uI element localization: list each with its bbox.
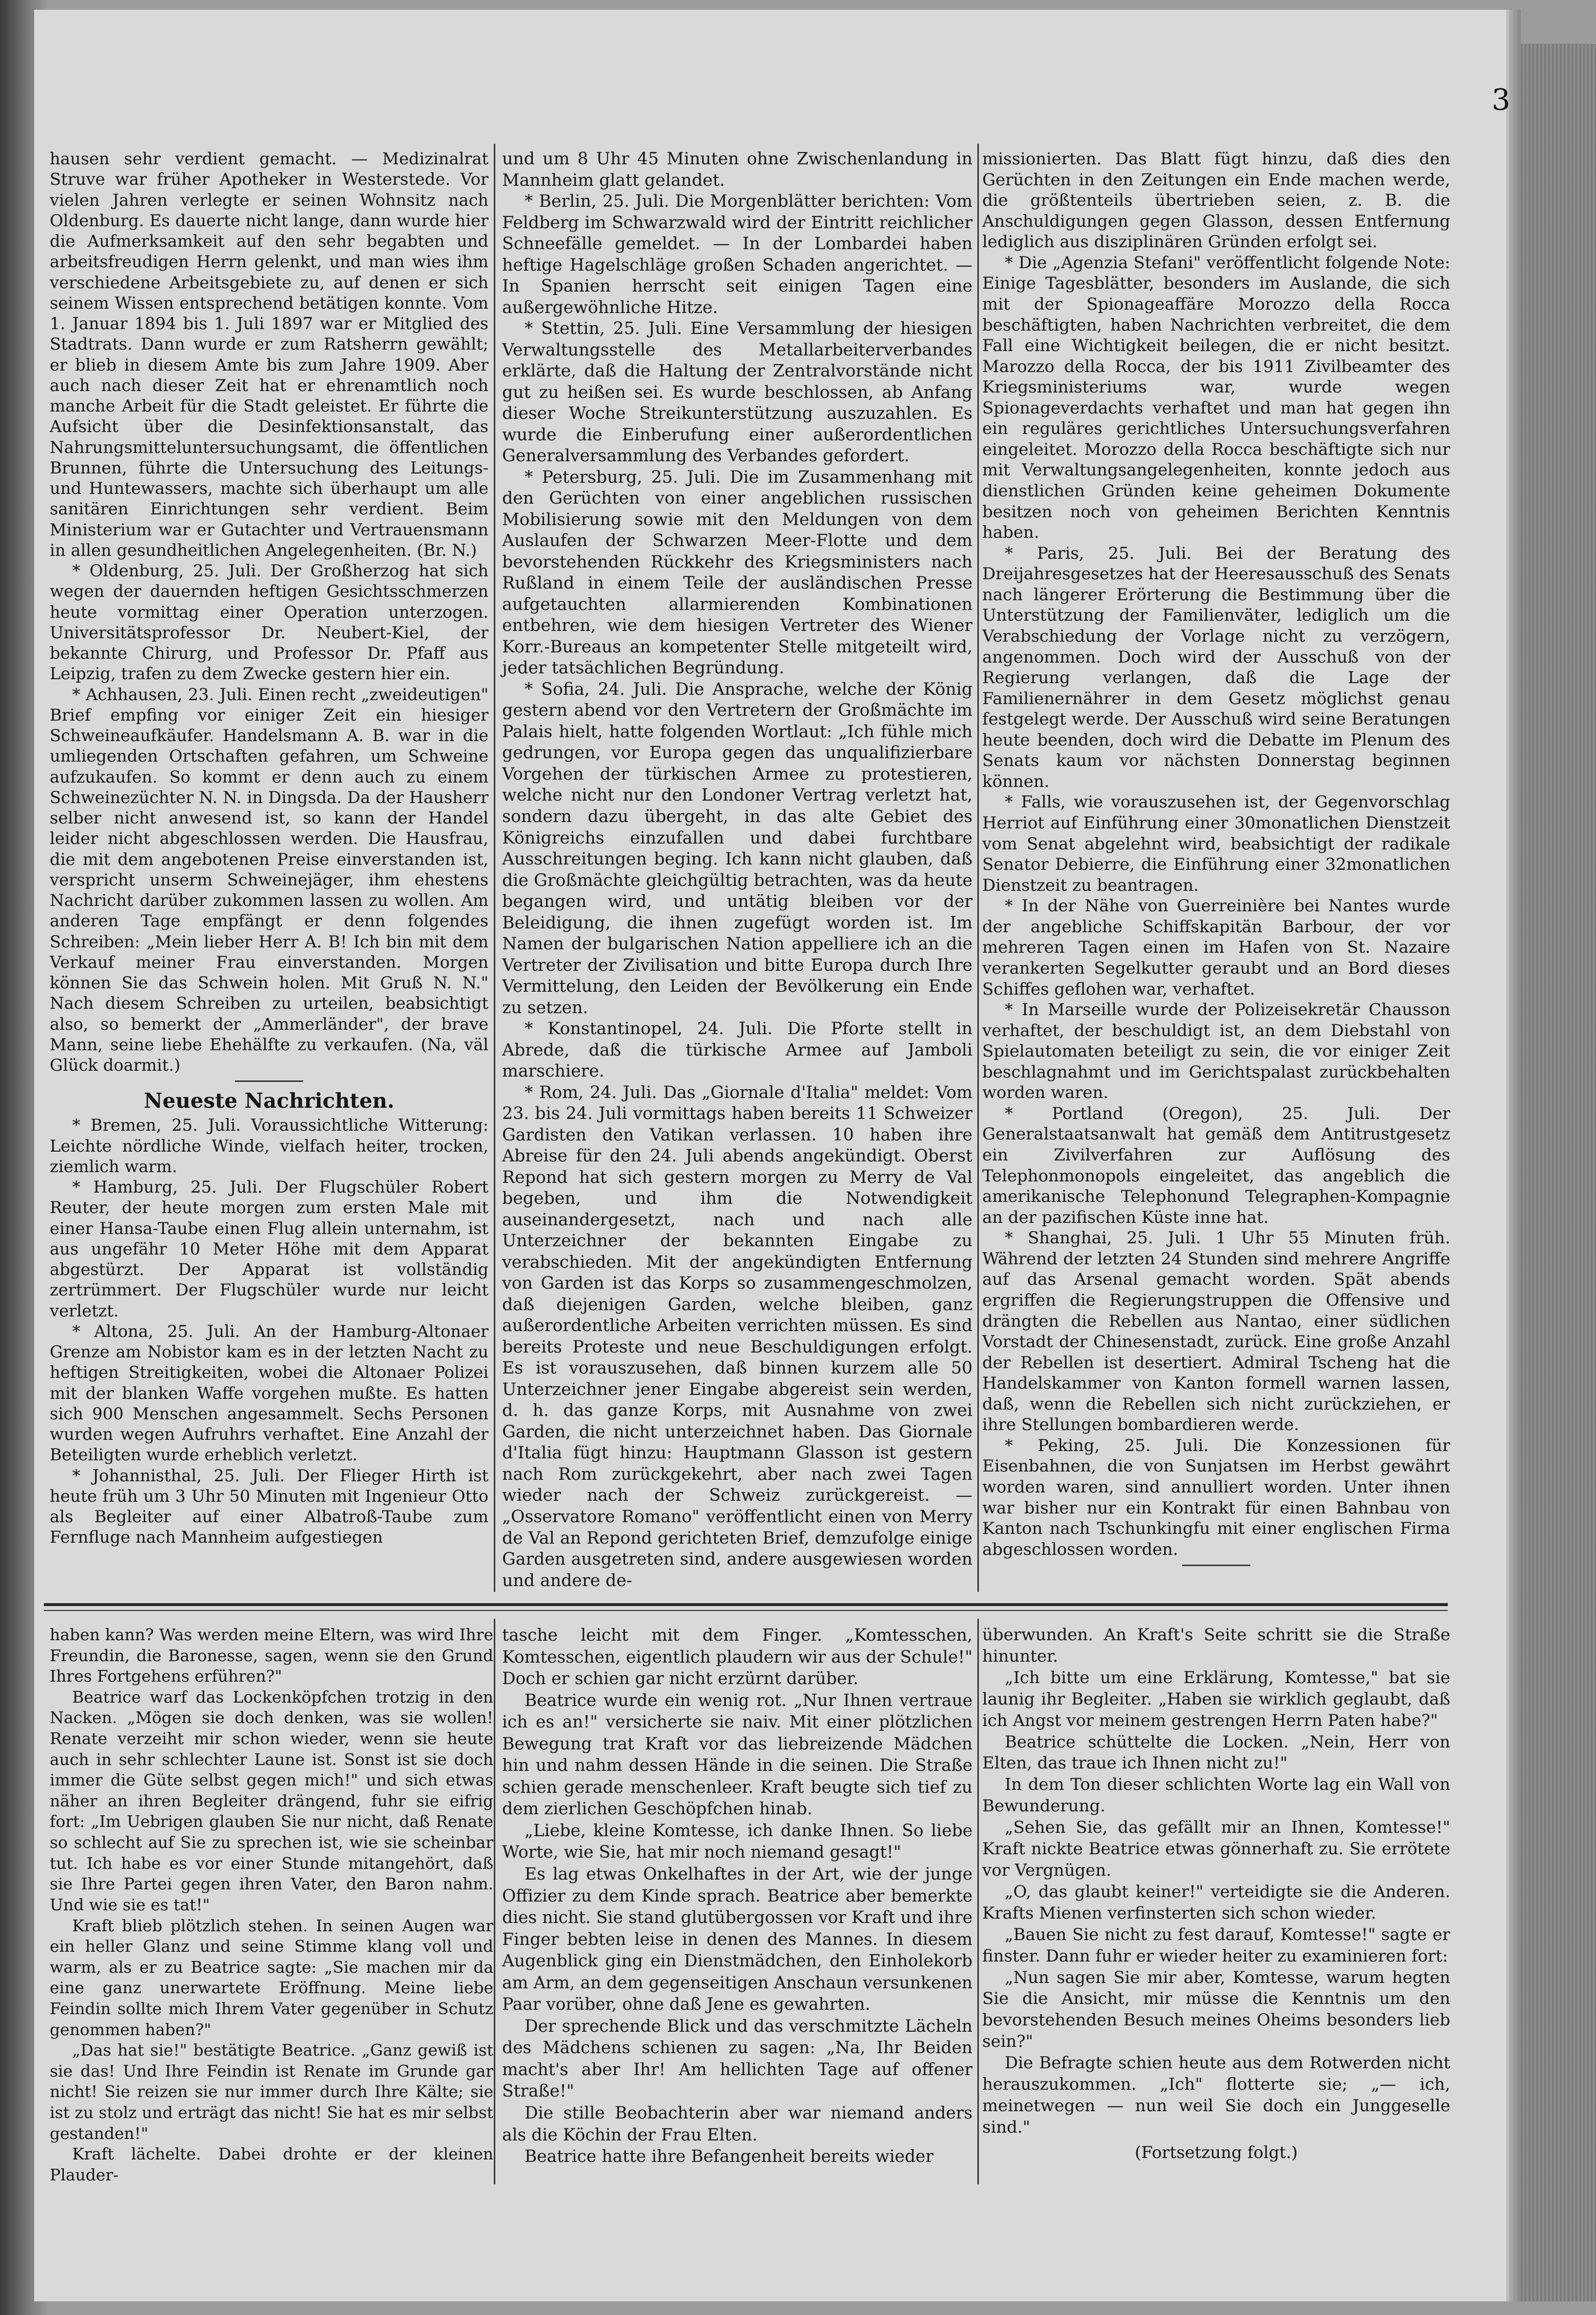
column-rule xyxy=(494,1619,495,2184)
feuilleton-column-1 xyxy=(50,1625,493,2185)
newspaper-page xyxy=(34,10,1511,2301)
paragraph: Kraft blieb plötzlich stehen. In seinen Augen war ein heller Glanz und seine Stimme klang voll und warm, als er zu Beatrice sagte: „Sie machen mir da eine ganz unerwartete Eröffnung. Meine liebe Feindin sollte mich Ihrem Vater gegenüber in Schutz genommen haben?" xyxy=(50,1916,493,2039)
news-item: * Sofia, 24. Juli. Die Ansprache, welche der König gestern abend vor den Vertretern der Großmächte im Palais hielt, hatte folgenden Wortlaut: „Ich fühle mich gedrungen, vor Europa gegen das unqualifizierbare Vorgehen der türkischen Armee zu protestieren, welche nicht nur den Londoner Vertrag verletzt hat, sondern dazu übergeht, in das alte Gebiet des Königreichs einzufallen und dabei furchtbare Ausschreitungen beging. Ich kann nicht glauben, daß die Großmächte gleichgültig betrachten, was da heute begangen wird, und untätig bleiben vor der Beleidigung, die ihnen zugefügt worden ist. Im Namen der bulgarischen Nation appelliere ich an die Vertreter der Zivilisation und bitte Europa durch Ihre Vermittelung, den Leiden der Bevölkerung ein Ende zu setzen. xyxy=(502,679,973,1018)
paragraph: „Bauen Sie nicht zu fest darauf, Komtesse!" sagte er finster. Dann fuhr er wieder heiter zu examinieren fort: xyxy=(982,1924,1450,1966)
column-1 xyxy=(50,149,488,1548)
paragraph: In dem Ton dieser schlichten Worte lag ein Wall von Bewunderung. xyxy=(982,1775,1450,1816)
paragraph: tasche leicht mit dem Finger. „Komtesschen, Komtesschen, eigentlich plaudern wir aus der Schule!" Doch er schien gar nicht erzürnt darüber. xyxy=(502,1626,973,1689)
separator-rule xyxy=(1182,1565,1250,1566)
news-item: * Portland (Oregon), 25. Juli. Der Generalstaatsanwalt hat gemäß dem Antitrustgesetz ein Zivilverfahren zur Auflösung des Telephonmonopols eingeleitet, das angeblich die amerikanische Telephonund Telegraphen-Kompagnie an der pazifischen Küste inne hat. xyxy=(982,1103,1450,1227)
paragraph: Beatrice schüttelte die Locken. „Nein, Herr von Elten, das traue ich Ihnen nicht zu!" xyxy=(982,1732,1450,1773)
paragraph: Beatrice hatte ihre Befangenheit bereits wieder xyxy=(525,2147,934,2167)
news-item: * Johannisthal, 25. Juli. Der Flieger Hirth ist heute früh um 3 Uhr 50 Minuten mit Ingenieur Otto als Begleiter auf einer Albatroß-Taube zum Fernfluge nach Mannheim aufgestiegen xyxy=(50,1466,488,1547)
news-item: * Konstantinopel, 24. Juli. Die Pforte stellt in Abrede, daß die türkische Armee auf Jamboli marschiere. xyxy=(502,1019,973,1081)
news-item: * Berlin, 25. Juli. Die Morgenblätter berichten: Vom Feldberg im Schwarzwald wird der Eintritt reichlicher Schneefälle gemeldet. — In der Lombardei haben heftige Hagelschläge großen Schaden angerichtet. — In Spanien herrscht seit einigen Tagen eine außergewöhnliche Hitze. xyxy=(502,192,973,317)
paragraph: * Achhausen, 23. Juli. Einen recht „zweideutigen" Brief empfing vor einiger Zeit ein hiesiger Schweineaufkäufer. Handelsmann A. B. war in die umliegenden Ortschaften gefahren, um Schweine aufzukaufen. So kommt er denn auch zu einem Schweinezüchter N. N. in Dingsda. Da der Hausherr selber nicht anwesend ist, so kann der Handel leider nicht abgeschlossen werden. Die Hausfrau, die mit dem angebotenen Preise einverstanden ist, verspricht unserm Schweinejäger, ihm ehestens Nachricht darüber zukommen lassen zu wollen. Am anderen Tage empfängt er denn folgendes Schreiben: „Mein lieber Herr A. B! Ich bin mit dem Verkauf meiner Frau einverstanden. Morgen können Sie das Schwein holen. Mit Gruß N. N." Nach diesem Schreiben zu urteilen, beabsichtigt also, so bemerkt der „Ammerländer", der brave Mann, seine liebe Ehehälfte zu verkaufen. (Na, väl Glück doarmit.) xyxy=(50,685,488,1075)
news-item: * Peking, 25. Juli. Die Konzessionen für Eisenbahnen, die von Sunjatsen im Herbst gewährt worden waren, sind annulliert worden. Unter ihnen war bisher nur ein Kontrakt für einen Bahnbau von Kanton nach Tschunkingfu mit einer englischen Firma abgeschlossen worden. xyxy=(982,1435,1450,1559)
news-item: * Bremen, 25. Juli. Voraussichtliche Witterung: Leichte nördliche Winde, vielfach heiter, trocken, ziemlich warm. xyxy=(50,1116,488,1176)
paragraph: „Ich bitte um eine Erklärung, Komtesse," bat sie launig ihr Begleiter. „Haben sie wirklich geglaubt, daß ich Angst vor meinem gestrengen Herrn Paten habe?" xyxy=(982,1668,1450,1730)
news-item: * Shanghai, 25. Juli. 1 Uhr 55 Minuten früh. Während der letzten 24 Stunden sind mehrere Angriffe auf das Arsenal gemacht worden. Spät abends ergriffen die Regierungstruppen die Offensive und drängten die Rebellen aus Nantao, einer südlichen Vorstadt der Chinesenstadt, zurück. Eine große Anzahl der Rebellen ist desertiert. Admiral Tscheng hat die Handelskammer von Kanton formell warnen lassen, daß, wenn die Rebellen sich nicht zurückziehen, er ihre Stellungen bombardieren werde. xyxy=(982,1228,1450,1435)
paragraph: Die Befragte schien heute aus dem Rotwerden nicht herauszukommen. „Ich" flotterte sie; „— ich, meinetwegen — nun weil Sie doch ein Junggeselle sind." xyxy=(982,2053,1450,2137)
news-item: * In Marseille wurde der Polizeisekretär Chausson verhaftet, der beschuldigt ist, an dem Diebstahl von Spielautomaten beteiligt zu sein, die vor einiger Zeit beschlagnahmt und im Gerichtspalast zurückbehalten worden waren. xyxy=(982,1000,1450,1103)
page-number: 3 xyxy=(1492,83,1511,117)
news-item: * Paris, 25. Juli. Bei der Beratung des Dreijahresgesetzes hat der Heeresausschuß des Senats nach längerer Erörterung die Bestimmung über die Unterstützung der Familienväter, lediglich um die Verabschiedung der Vorlage nicht zu verzögern, angenommen. Doch wird der Ausschuß von der Regierung verlangen, daß die Lage der Familienernährer in dem Gesetz möglichst genau festgelegt werde. Der Ausschuß wird seine Beratungen heute beenden, doch wird die Debatte im Plenum des Senats kaum vor nächsten Donnerstag beginnen können. xyxy=(982,543,1451,791)
page-stack-edge xyxy=(1506,44,1596,2301)
paragraph: „Nun sagen Sie mir aber, Komtesse, warum hegten Sie die Ansicht, mir müsse die Kenntnis um den bevorstehenden Besuch meines Oheims besonders lieb sein?" xyxy=(982,1967,1450,2052)
column-rule xyxy=(494,144,495,1592)
news-item: * Stettin, 25. Juli. Eine Versammlung der hiesigen Verwaltungsstelle des Metallarbeiterverbandes erklärte, daß die Haltung der Zentralvorstände nicht gut zu heißen sei. Es wurde beschlossen, ab Anfang dieser Woche Streikunterstützung auszuzahlen. Es wurde die Einberufung einer außerordentlichen Generalversammlung des Verbandes gefordert. xyxy=(502,319,973,466)
paragraph: „Das hat sie!" bestätigte Beatrice. „Ganz gewiß ist sie das! Und Ihre Feindin ist Renate im Grunde gar nicht! Sie reizen sie nur immer durch Ihre Kälte; sie ist zu stolz und erträgt das nicht! Sie hat es mir selbst gestanden!" xyxy=(50,2040,493,2143)
section-heading: Neueste Nachrichten. xyxy=(144,1089,394,1113)
paragraph: Der sprechende Blick und das verschmitzte Lächeln des Mädchens schienen zu sagen: „Na, Ihr Beiden macht's aber Ihr! Am hellichten Tage auf offener Straße!" xyxy=(502,2016,973,2101)
column-rule xyxy=(977,1619,979,2184)
news-item: * Altona, 25. Juli. An der Hamburg-Altonaer Grenze am Nobistor kam es in der letzten Nacht zu heftigen Streitigkeiten, wobei die Altonaer Polizei mit der blanken Waffe vorgehen mußte. Es hatten sich 900 Menschen angesammelt. Sechs Personen wurden wegen Aufruhrs verhaftet. Eine Anzahl der Beteiligten wurde erheblich verletzt. xyxy=(50,1321,488,1465)
news-item: * Die „Agenzia Stefani" veröffentlicht folgende Note: Einige Tagesblätter, besonders im Auslande, die sich mit der Spionageaffäre Morozzo della Rocca beschäftigten, haben Nachrichten verbreitet, die dem Fall eine Wichtigkeit beilegen, die er nicht besitzt. Marozzo della Rocca, der bis 1911 Zivilbeamter des Kriegsministeriums war, wurde wegen Spionageverdachts verhaftet und man hat gegen ihn ein reguläres gerichtliches Untersuchungsverfahren eingeleitet. Morozzo della Rocca beschäftigte sich nur mit Verwaltungsangelegenheiten, konnte jedoch aus dienstlichen Gründen keine geheimen Dokumente besitzen noch von geheimen Berichten Kenntnis haben. xyxy=(982,253,1450,543)
paragraph: „Sehen Sie, das gefällt mir an Ihnen, Komtesse!" Kraft nickte Beatrice etwas gönnerhaft zu. Sie errötete vor Vergnügen. xyxy=(982,1818,1450,1880)
paragraph: hausen sehr verdient gemacht. — Medizinalrat Struve war früher Apotheker in Westerstede. Vor vielen Jahren verlegte er seinen Wohnsitz nach Oldenburg. Es dauerte nicht lange, dann wurde hier die Aufmerksamkeit auf den sehr begabten und arbeitsfreudigen Herrn gelenkt, und man wies ihm verschiedene Arbeitsgebiete zu, auf denen er sich seinem Wissen entsprechend betätigen konnte. Vom 1. Januar 1894 bis 1. Juli 1897 war er Mitglied des Stadtrats. Dann wurde er zum Ratsherrn gewählt; er blieb in diesem Amte bis zum Jahre 1909. Aber auch nach dieser Zeit hat er ehrenamtlich noch manche Arbeit für die Stadt geleistet. Er führte die Aufsicht über die Desinfektionsanstalt, das Nahrungsmitteluntersuchungsamt, die öffentlichen Brunnen, führte die Untersuchung des Leitungs- und Huntewassers, machte sich überhaupt um alle sanitären Einrichtungen sehr verdient. Beim Ministerium war er Gutachter und Vertrauensmann in allen gesundheitlichen Angelegenheiten. (Br. N.) xyxy=(50,149,488,560)
paragraph: haben kann? Was werden meine Eltern, was wird Ihre Freundin, die Baronesse, sagen, wenn sie den Grund Ihres Fortgehens erführen?" xyxy=(50,1625,493,1686)
feuilleton-divider-thin xyxy=(44,1610,1448,1611)
paragraph: Die stille Beobachterin aber war niemand anders als die Köchin der Frau Elten. xyxy=(502,2103,973,2145)
feuilleton-divider xyxy=(44,1603,1448,1606)
paragraph: Kraft lächelte. Dabei drohte er der kleinen Plauder- xyxy=(50,2144,493,2184)
continuation-note: (Fortsetzung folgt.) xyxy=(1134,2142,1298,2162)
column-2 xyxy=(502,149,973,1591)
feuilleton-column-3 xyxy=(982,1625,1450,2164)
paragraph: Beatrice warf das Lockenköpfchen trotzig in den Nacken. „Mögen sie doch denken, was sie wollen! Renate verzeiht mir schon wieder, wenn sie heute auch in sehr schlechter Laune ist. Sonst ist sie doch immer die Güte selbst gegen mich!" und sich etwas näher an ihren Begleiter drängend, fuhr sie eifrig fort: „Im Uebrigen glauben Sie nur nicht, daß Renate so schlecht auf Sie zu sprechen ist, wie sie scheinbar tut. Ich habe es vor einer Stunde mitangehört, daß sie Ihre Partei gegen ihren Vater, den Baron nahm. Und wie sie es tat!" xyxy=(50,1687,493,1914)
news-item: * Falls, wie vorauszusehen ist, der Gegenvorschlag Herriot auf Einführung einer 30monatlichen Dienstzeit vom Senat abgelehnt wird, beabsichtigt der radikale Senator Debierre, die Einführung einer 32monatlichen Dienstzeit zu beantragen. xyxy=(982,792,1450,895)
news-item: * Hamburg, 25. Juli. Der Flugschüler Robert Reuter, der heute morgen zum ersten Male mit einer Hansa-Taube einen Flug allein unternahm, ist aus ungefähr 10 Meter Höhe mit dem Apparat abgestürzt. Der Apparat ist vollständig zertrümmert. Der Flugschüler wurde nur leicht verletzt. xyxy=(50,1177,488,1320)
paragraph: Beatrice wurde ein wenig rot. „Nur Ihnen vertraue ich es an!" versicherte sie naiv. Mit einer plötzlichen Bewegung trat Kraft vor das liebreizende Mädchen hin und nahm dessen Hände in die seinen. Die Straße schien gerade menschenleer. Kraft beugte sich tief zu dem zierlichen Geschöpfchen hinab. xyxy=(502,1690,973,1819)
separator-rule xyxy=(235,1080,303,1082)
column-rule xyxy=(977,144,979,1592)
feuilleton-column-2 xyxy=(502,1625,973,2168)
news-item: * Rom, 24. Juli. Das „Giornale d'Italia" meldet: Vom 23. bis 24. Juli vormittags haben bereits 11 Schweizer Gardisten den Vatikan verlassen. 10 haben ihre Abreise für den 24. Juli abends angekündigt. Oberst Repond hat sich gestern morgen zu Merry de Val begeben, und ihm die Notwendigkeit auseinandergesetzt, nach und nach alle Unterzeichner der bekannten Eingabe zu verabschieden. Mit der angekündigten Entfernung von Garden ist das Korps so zusammengeschmolzen, daß diejenigen Garden, welche bleiben, ganz außerordentliche Arbeiten verrichten müssen. Es sind bereits Proteste und neue Beschuldigungen erfolgt. Es ist vorauszusehen, daß binnen kurzem alle 50 Unterzeichner jener Eingabe abgereist sein werden, d. h. das ganze Korps, mit Ausnahme von zwei Garden, die nicht unterzeichnet haben. Das Giornale d'Italia fügt hinzu: Hauptmann Glasson ist gestern nach Rom zurückgekehrt, aber nach zwei Tagen wieder nach der Schweiz zurückgereist. — „Osservatore Romano" veröffentlicht einen von Merry de Val an Repond gerichteten Brief, demzufolge einige Garden ausgetreten sind, andere ausgewiesen worden und andere de- xyxy=(502,1082,973,1590)
news-item: * In der Nähe von Guerreinière bei Nantes wurde der angebliche Schiffskapitän Barbour, der vor mehreren Tagen einen im Hafen von St. Nazaire verankerten Segelkutter geraubt und an Bord dieses Schiffes geflohen war, verhaftet. xyxy=(982,896,1450,999)
paragraph: „Liebe, kleine Komtesse, ich danke Ihnen. So liebe Worte, wie Sie, hat mir noch niemand gesagt!" xyxy=(502,1821,973,1863)
paragraph: „O, das glaubt keiner!" verteidigte sie die Anderen. Krafts Mienen verfinsterten sich schon wieder. xyxy=(982,1882,1450,1923)
column-3 xyxy=(982,149,1450,1571)
paragraph: und um 8 Uhr 45 Minuten ohne Zwischenlandung in Mannheim glatt gelandet. xyxy=(502,149,973,190)
paragraph: missionierten. Das Blatt fügt hinzu, daß dies den Gerüchten in den Zeitungen ein Ende machen werde, die größtenteils übertrieben seien, z. B. die Anschuldigungen gegen Glasson, dessen Entfernung lediglich aus disziplinären Gründen erfolgt sei. xyxy=(982,149,1450,252)
news-item: * Petersburg, 25. Juli. Die im Zusammenhang mit den Gerüchten von einer angeblichen russischen Mobilisierung sowie mit den Meldungen von dem Auslaufen der Schwarzen Meer-Flotte und dem bevorstehenden Rückkehr des Kriegsministers nach Rußland in einem Teile der ausländischen Presse aufgetauchten allarmierenden Kombinationen entbehren, wie dem hiesigen Vertreter des Wiener Korr.-Bureaus an kompetenter Stelle mitgeteilt wird, jeder tatsächlichen Begründung. xyxy=(502,467,973,678)
paragraph: überwunden. An Kraft's Seite schritt sie die Straße hinunter. xyxy=(982,1625,1450,1666)
paragraph: * Oldenburg, 25. Juli. Der Großherzog hat sich wegen der dauernden heftigen Gesichtsschmerzen heute vormittag einer Operation unterzogen. Universitätsprofessor Dr. Neubert-Kiel, der bekannte Chirurg, und Professor Dr. Pfaff aus Leipzig, trafen zu dem Zwecke gestern hier ein. xyxy=(50,561,488,684)
paragraph: Es lag etwas Onkelhaftes in der Art, wie der junge Offizier zu dem Kinde sprach. Beatrice aber bemerkte dies nicht. Sie stand glutübergossen vor Kraft und ihre Finger bebten leise in denen des Mannes. In diesem Augenblick ging ein Dienstmädchen, den Einholekorb am Arm, an dem gegenseitigen Anschaun versunkenen Paar vorüber, ohne daß Jene es gewahrten. xyxy=(502,1864,973,2015)
